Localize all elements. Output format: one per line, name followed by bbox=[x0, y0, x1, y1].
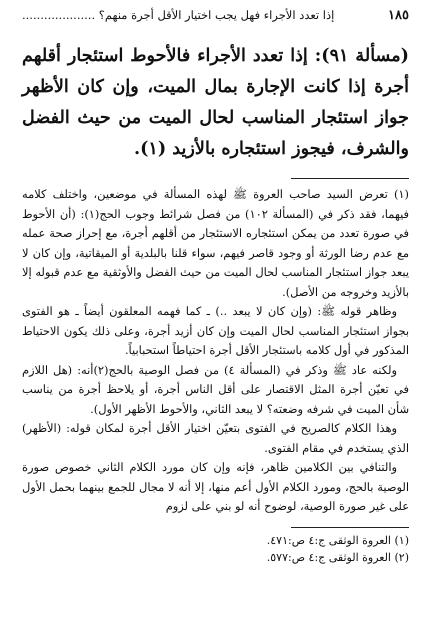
reference-item: (١) العروة الوثقى ج:٤ ص:٤٧١. bbox=[266, 533, 409, 547]
page-number: ١٨٥ bbox=[388, 8, 409, 23]
main-ruling-text: (مسألة ٩١): إذا تعدد الأجراء فالأحوط استئجار أقلهم أجرة إذا كانت الإجارة بمال الميت، وإن كان الأظهر جواز استئجار المناسب لحال الميت من حيث الفضل والشرف، فيجوز استئجاره بالأزيد (١). bbox=[22, 45, 409, 159]
footnote-divider bbox=[291, 178, 409, 179]
footnote-paragraph: (١) تعرض السيد صاحب العروة ﷺ لهذه المسألة في موضعين، واختلف كلامه فيهما، فقد ذكر في (المسألة ١٠٢) من فصل شرائط وجوب الحج(١): (أن الأحوط في صورة تعدد من يمكن استئجاره الاستئجار من أقلهم أجرة، مع إحراز صحة عمله مع عدم رضا الورثة أو وجود قاصر فيهم، سواء قلنا بالبلدية أو الميقاتية، وإن كان لا يبعد جواز استئجار المناسب لحال الميت من حيث الفضل والأوثقية مع عدم قبوله إلا بالأزيد وخروجه من الأصل). bbox=[22, 187, 409, 299]
references-list bbox=[22, 532, 409, 566]
footnote-paragraph: وظاهر قوله ﷺ: (وإن كان لا يبعد ..) ـ كما فهمه المعلقون أيضاً ـ هو الفتوى بجواز استئجار المناسب لحال الميت وإن كان أزيد أجرة، وعلى ذلك يكون الاحتياط المذكور في أول كلامه باستئجار الأقل أجرة احتياطاً استحبابياً. bbox=[22, 304, 409, 357]
footnote-paragraph: وهذا الكلام كالصريح في الفتوى بتعيّن اختيار الأقل أجرة لمكان قوله: (الأظهر) الذي يستخدم في مقام الفتوى. bbox=[22, 421, 409, 455]
running-title: إذا تعدد الأجراء فهل يجب اختيار الأقل أجرة منهم؟ .................... bbox=[22, 8, 335, 22]
page-header bbox=[22, 8, 409, 28]
footnote-paragraph: ولكنه عاد ﷺ وذكر في (المسألة ٤) من فصل الوصية بالحج(٢)أنه: (هل اللازم في تعيّن أجرة المثل الاقتصار على أقل الناس أجرة، أو يلاحظ أجرة من يناسب شأن الميت في شرفه وضعته؟ لا يبعد الثاني، والأحوط الأظهر الأول). bbox=[22, 362, 409, 416]
references-divider bbox=[291, 527, 409, 528]
reference-item: (٢) العروة الوثقى ج:٤ ص:٥٧٧. bbox=[266, 550, 409, 564]
footnote-paragraph: والتنافي بين الكلامين ظاهر، فإنه وإن كان مورد الكلام الثاني خصوص صورة الوصية بالحج، ومورد الكلام الأول أعم منها، إلا أنه لا مجال للجمع بينهما بحمل الأول على غير صورة الوصية، لوضوح أنه لو بني على لزوم bbox=[22, 460, 409, 513]
footnote-body bbox=[22, 185, 409, 517]
